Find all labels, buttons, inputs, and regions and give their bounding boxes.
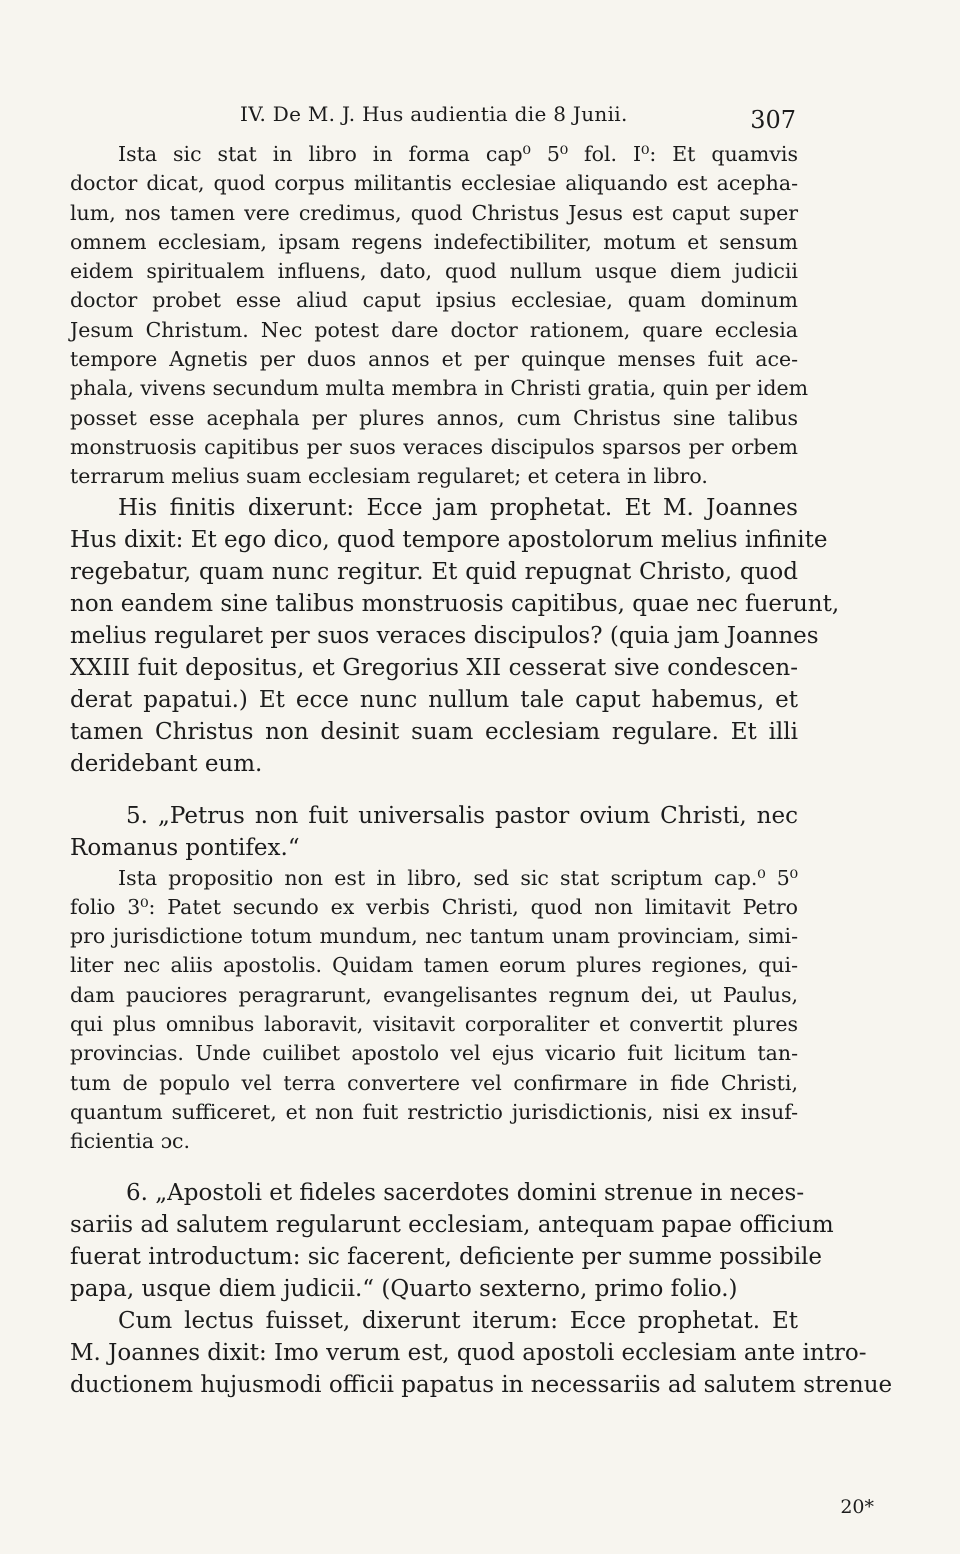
text-line: pro jurisdictione totum mundum, nec tantum unam provinciam, simi- [70,924,798,949]
text-line: Jesum Christum. Nec potest dare doctor rationem, quare ecclesia [70,317,798,342]
text-line: Ista propositio non est in libro, sed sic stat scriptum cap.⁰ 5⁰ [118,865,798,890]
text-line: tempore Agnetis per duos annos et per quinque menses fuit ace- [70,347,798,372]
text-line: dam pauciores peragrarunt, evangelisantes regnum dei, ut Paulus, [70,982,798,1007]
text-line: M. Joannes dixit: Imo verum est, quod apostoli ecclesiam ante intro- [70,1339,867,1366]
text-line: lum, nos tamen vere credimus, quod Christus Jesus est caput super [70,200,798,225]
text-line: folio 3⁰: Patet secundo ex verbis Christi, quod non limitavit Petro [70,894,798,919]
text-line: phala, vivens secundum multa membra in Christi gratia, quin per idem [70,376,809,401]
text-line: XXIII fuit depositus, et Gregorius XII cesserat sive condescen- [70,654,798,681]
section-gap [70,1157,798,1177]
article-6-and-dialogue [70,1177,893,1401]
text-line: eidem spiritualem influens, dato, quod nullum usque diem judicii [70,259,798,284]
text-line: posset esse acephala per plures annos, cum Christus sine talibus [70,405,798,430]
paragraph-quote-2 [70,864,798,1157]
text-line: Ista sic stat in libro in forma cap⁰ 5⁰ fol. I⁰: Et quamvis [118,142,798,166]
text-line: ductionem hujusmodi officii papatus in necessariis ad salutem strenue [70,1371,893,1398]
text-line: omnem ecclesiam, ipsam regens indefectibiliter, motum et sensum [70,229,798,254]
text-line: Hus dixit: Et ego dico, quod tempore apostolorum melius infinite [70,526,828,553]
text-line: deridebant eum. [70,750,263,777]
page-header [70,92,798,140]
article-5-heading [70,800,798,864]
text-line: non eandem sine talibus monstruosis capitibus, quae nec fuerunt, [70,590,840,617]
signature-mark: 20* [840,1496,874,1518]
page [70,92,893,1401]
text-line: derat papatui.) Et ecce nunc nullum tale caput habemus, et [70,686,798,713]
text-line: regebatur, quam nunc regitur. Et quid repugnat Christo, quod [70,558,798,585]
text-line: 5. „Petrus non fuit universalis pastor ovium Christi, nec [126,802,798,829]
text-line: 6. „Apostoli et fideles sacerdotes domini strenue in neces- [126,1179,805,1206]
text-line: quantum sufficeret, et non fuit restrictio jurisdictionis, nisi ex insuf- [70,1099,798,1124]
text-line: Romanus pontifex.“ [70,834,300,861]
paragraph-quote-1 [70,140,809,492]
text-line: monstruosis capitibus per suos veraces discipulos sparsos per orbem [70,434,798,459]
text-line: tum de populo vel terra convertere vel confirmare in fide Christi, [70,1070,798,1095]
page-number: 307 [750,106,796,134]
text-line: ficientia ɔc. [70,1129,191,1154]
text-line: papa, usque diem judicii.“ (Quarto sexterno, primo folio.) [70,1275,738,1302]
text-line: terrarum melius suam ecclesiam regularet; et cetera in libro. [70,464,708,489]
text-line: doctor dicat, quod corpus militantis ecclesiae aliquando est acepha- [70,171,798,196]
text-line: sariis ad salutem regularunt ecclesiam, antequam papae officium [70,1211,834,1238]
running-title: IV. De M. J. Hus audientia die 8 Junii. [240,102,628,126]
text-line: melius regularet per suos veraces discipulos? (quia jam Joannes [70,622,819,649]
paragraph-dialogue-1 [70,492,840,780]
text-line: liter nec aliis apostolis. Quidam tamen eorum plures regiones, qui- [70,953,798,978]
section-gap [70,780,798,800]
text-line: provincias. Unde cuilibet apostolo vel ejus vicario fuit licitum tan- [70,1041,798,1066]
text-line: His finitis dixerunt: Ecce jam prophetat. Et M. Joannes [118,494,798,521]
text-line: doctor probet esse aliud caput ipsius ecclesiae, quam dominum [70,288,798,313]
text-line: qui plus omnibus laboravit, visitavit corporaliter et convertit plures [70,1012,798,1037]
text-line: fuerat introductum: sic facerent, deficiente per summe possibile [70,1243,823,1270]
text-line: Cum lectus fuisset, dixerunt iterum: Ecce prophetat. Et [118,1307,798,1334]
text-line: tamen Christus non desinit suam ecclesiam regulare. Et illi [70,718,798,745]
